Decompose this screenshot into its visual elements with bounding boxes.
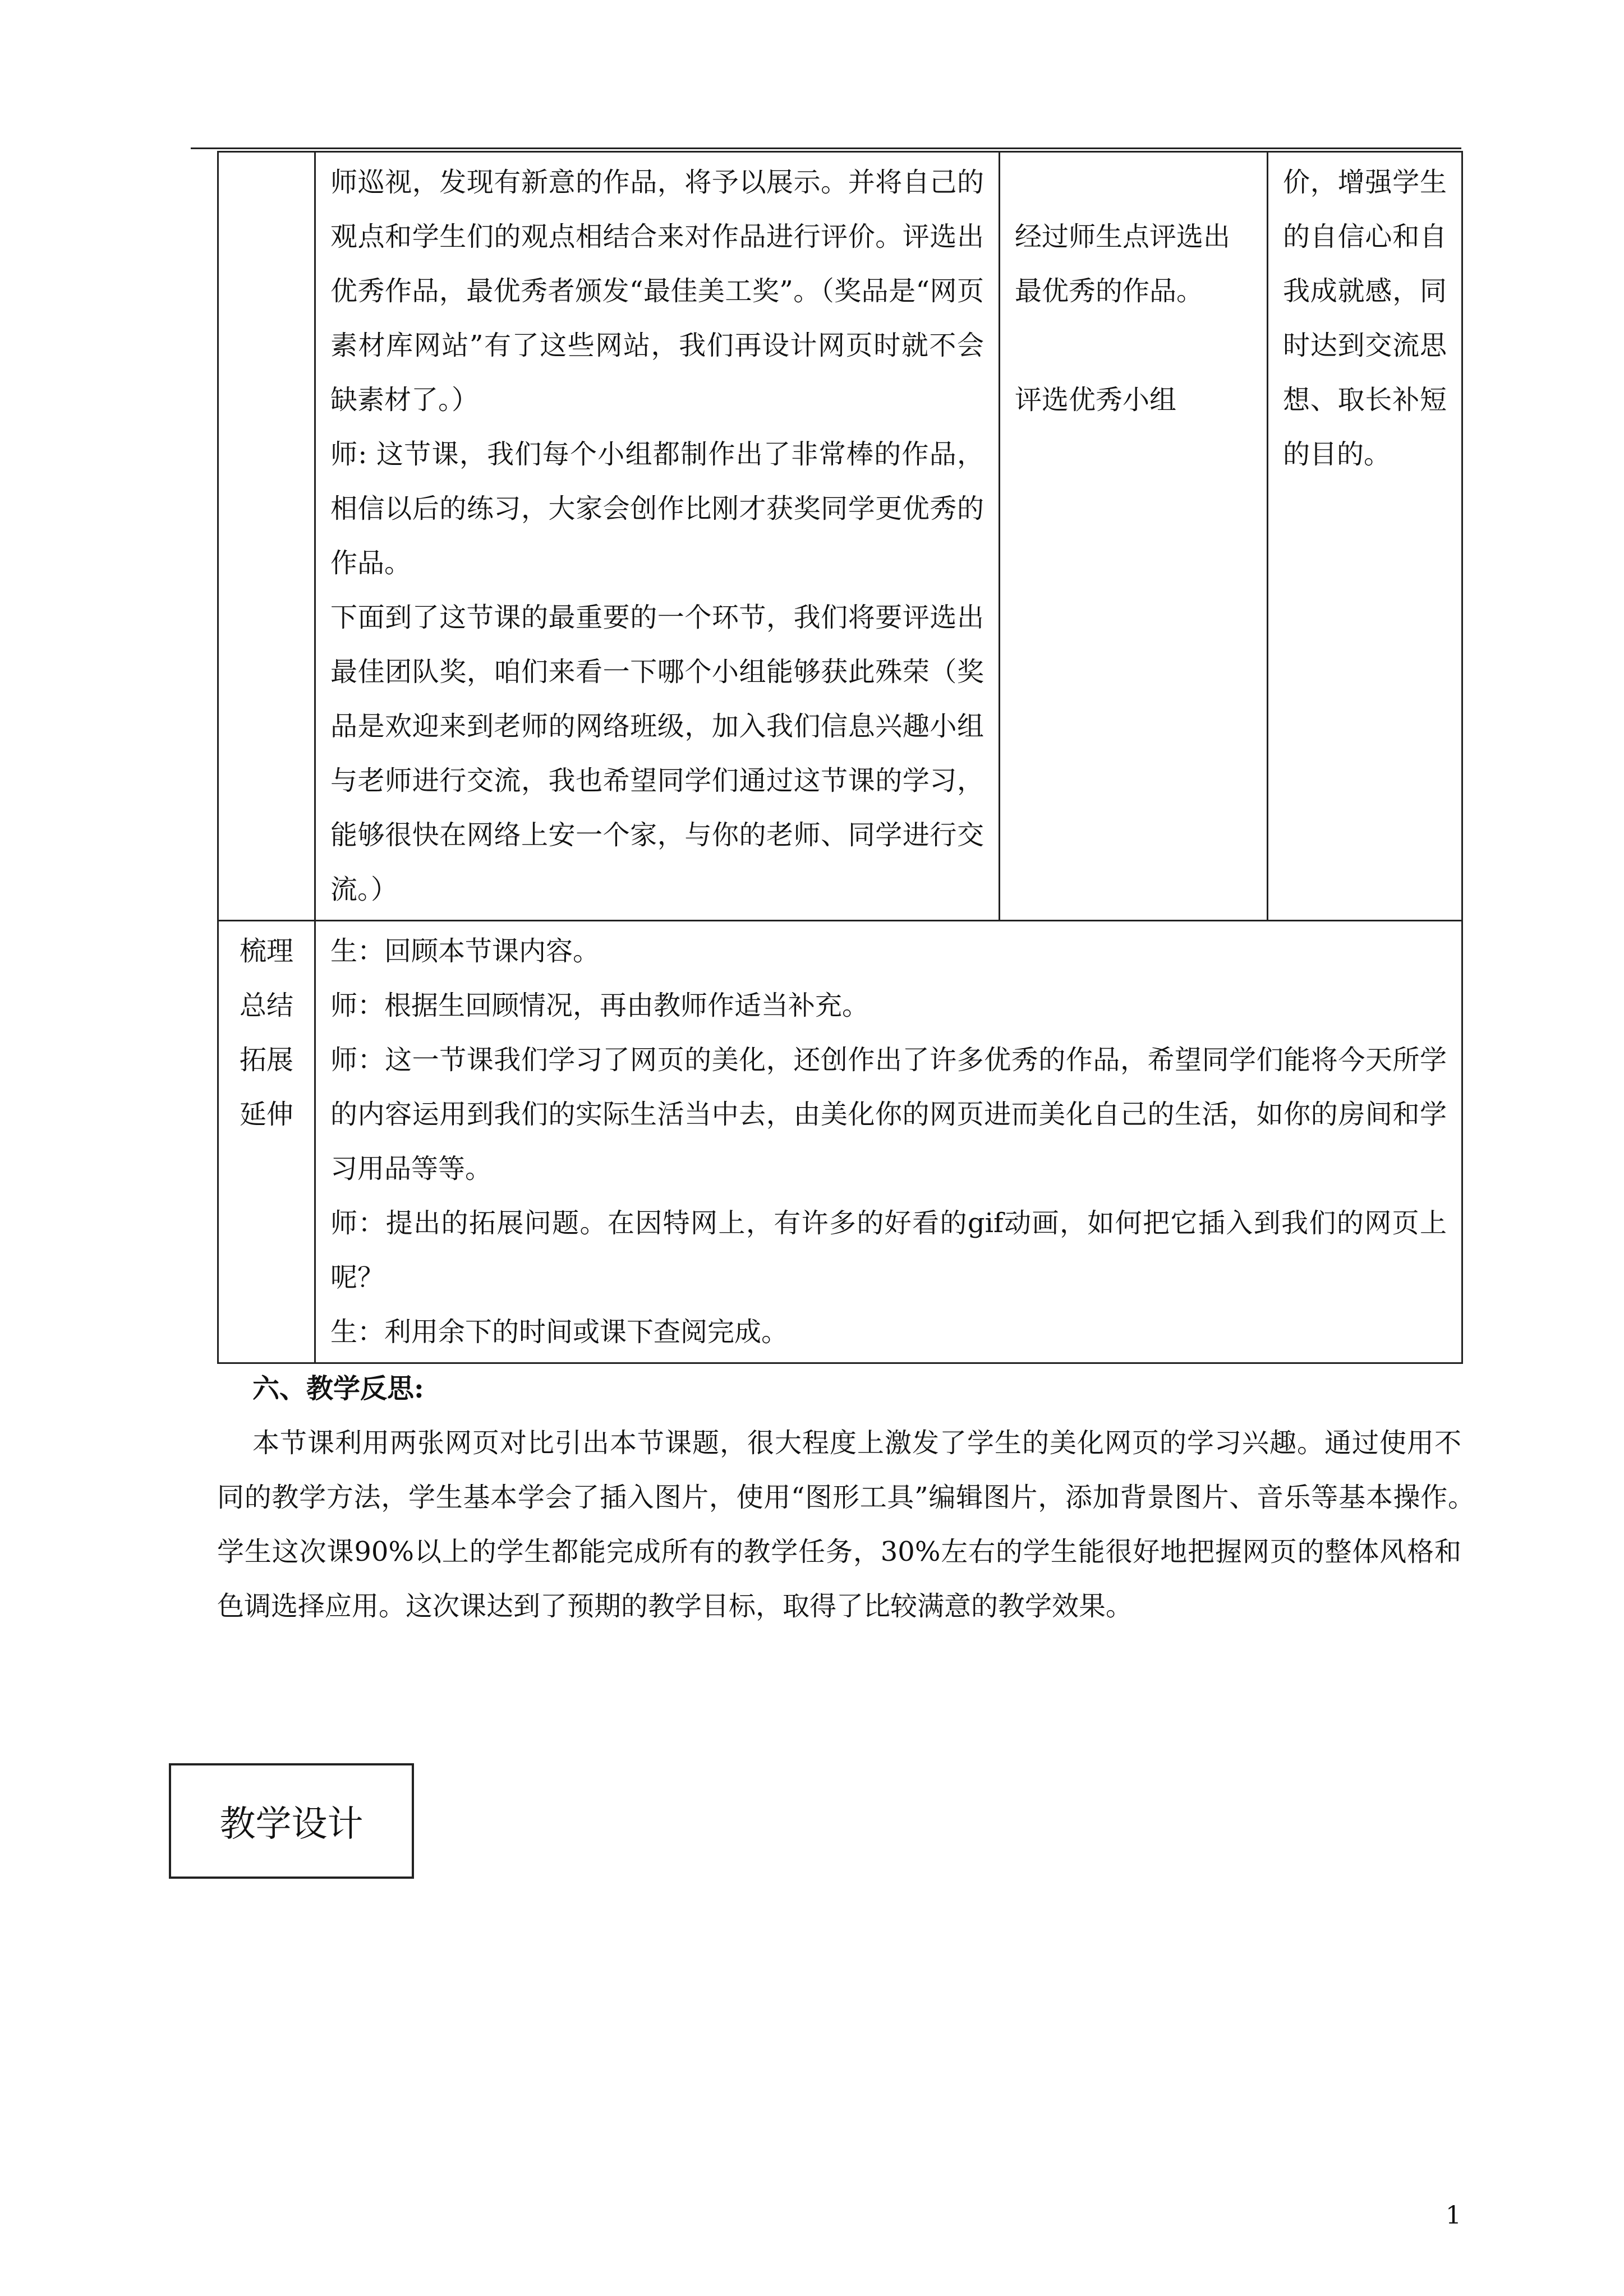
summary-line: 生：回顾本节课内容。 <box>330 935 600 967</box>
student-activity-text: 经过师生点评选出最优秀的作品。 <box>1015 221 1231 307</box>
stage-label-line: 拓展 <box>239 1044 293 1076</box>
teacher-paragraph: 师巡视，发现有新意的作品，将予以展示。并将自己的观点和学生们的观点相结合来对作品进行评价。评选出优秀作品，最优秀者颁发“最佳美工奖”。（奖品是“网页素材库网站”有了这些网站，我们再设计网页时就不会缺素材了。） <box>330 167 984 416</box>
page-number: 1 <box>1446 2201 1461 2230</box>
design-intent-cell <box>1268 152 1462 921</box>
teacher-paragraph: 师: 这节课，我们每个小组都制作出了非常棒的作品，相信以后的练习，大家会创作比刚才获奖同学更优秀的作品。 <box>330 439 984 579</box>
stage-label-line: 梳理 <box>239 935 293 967</box>
student-activity-cell <box>1000 152 1268 921</box>
summary-content-cell <box>315 921 1462 1363</box>
stage-label-line: 延伸 <box>239 1099 293 1130</box>
reflection-section <box>217 1362 1516 1634</box>
reflection-heading: 六、教学反思: <box>252 1373 424 1404</box>
teacher-paragraph: 下面到了这节课的最重要的一个环节，我们将要评选出最佳团队奖，咱们来看一下哪个小组能够获此殊荣（奖品是欢迎来到老师的网络班级，加入我们信息兴趣小组与老师进行交流，我也希望同学们通过这节课的学习，能够很快在网络上安一个家，与你的老师、同学进行交流。） <box>330 602 984 905</box>
lesson-table <box>217 151 1463 1364</box>
summary-line: 师：提出的拓展问题。在因特网上，有许多的好看的gif动画，如何把它插入到我们的网页上呢？ <box>330 1207 1447 1293</box>
table-row <box>218 152 1462 921</box>
summary-line: 生：利用余下的时间或课下查阅完成。 <box>330 1316 789 1348</box>
stage-label-line: 总结 <box>239 990 293 1021</box>
design-box-label: 教学设计 <box>219 1804 364 1845</box>
design-intent-text: 价，增强学生的自信心和自我成就感，同时达到交流思想、取长补短的目的。 <box>1283 167 1447 470</box>
design-box <box>169 1763 414 1879</box>
student-activity-text: 评选优秀小组 <box>1015 384 1177 416</box>
header-rule <box>191 147 1461 149</box>
summary-line: 师：根据生回顾情况，再由教师作适当补充。 <box>330 990 869 1021</box>
reflection-body: 本节课利用两张网页对比引出本节课题，很大程度上激发了学生的美化网页的学习兴趣。通过使用不同的教学方法，学生基本学会了插入图片，使用“图形工具”编辑图片，添加背景图片、音乐等基本操作。 学生这次课90%以上的学生都能完成所有的教学任务，30%左右的学生能很好地把握网页的整体风格和色调选择应用。这次课达到了预期的教学目标，取得了比较满意的教学效果。 <box>217 1427 1516 1622</box>
summary-line: 师：这一节课我们学习了网页的美化，还创作出了许多优秀的作品，希望同学们能将今天所学的内容运用到我们的实际生活当中去，由美化你的网页进而美化自己的生活，如你的房间和学习用品等等。 <box>330 1044 1447 1184</box>
table-row <box>218 921 1462 1363</box>
stage-cell-empty <box>218 152 315 921</box>
stage-label-cell <box>218 921 315 1363</box>
teacher-activity-cell <box>315 152 1000 921</box>
